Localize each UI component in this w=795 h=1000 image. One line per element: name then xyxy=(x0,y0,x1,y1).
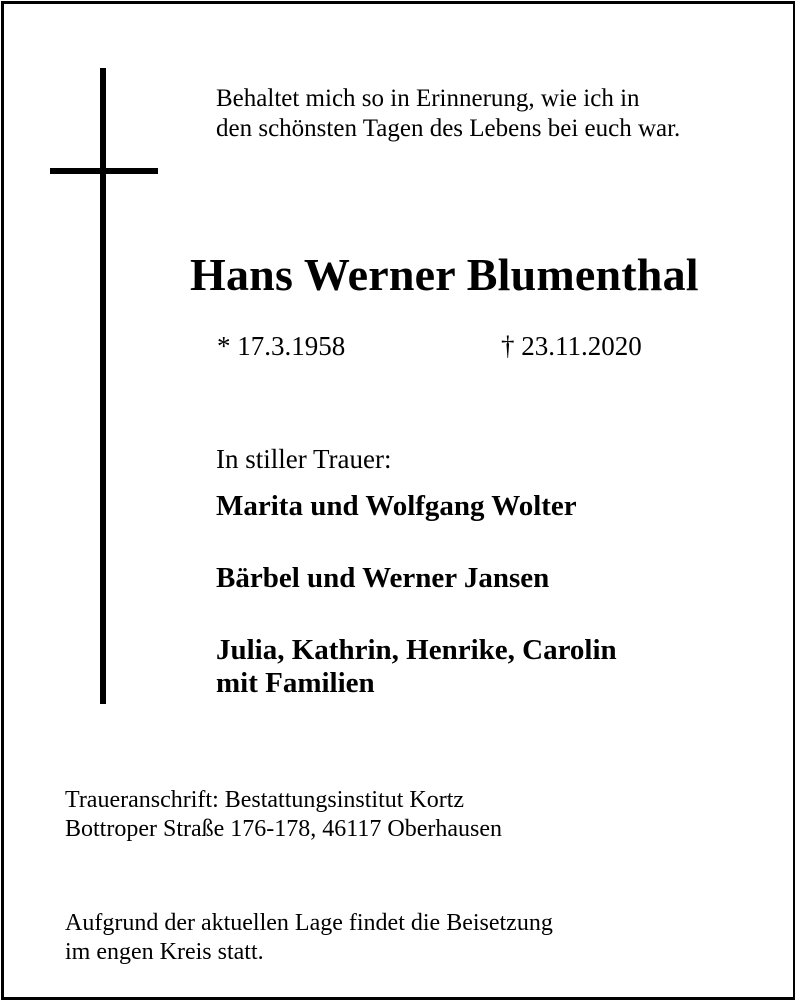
memorial-quote xyxy=(216,84,680,144)
mourner-group-3-line-1: Julia, Kathrin, Henrike, Carolin xyxy=(216,634,617,666)
cross-icon-vertical-bar xyxy=(100,68,106,704)
quote-line-2: den schönsten Tagen des Lebens bei euch war. xyxy=(216,115,681,142)
mourner-group-3 xyxy=(216,634,617,700)
mourner-group-1: Marita und Wolfgang Wolter xyxy=(216,490,577,522)
obituary-frame xyxy=(1,1,795,1000)
mourning-address xyxy=(65,786,502,844)
mourner-group-3-line-2: mit Familien xyxy=(216,667,375,699)
deceased-name: Hans Werner Blumenthal xyxy=(190,249,699,300)
birth-date: * 17.3.1958 xyxy=(217,331,346,361)
address-line-1: Traueranschrift: Bestattungsinstitut Kortz xyxy=(65,787,465,813)
address-line-2: Bottroper Straße 176-178, 46117 Oberhausen xyxy=(65,816,503,842)
quote-line-1: Behaltet mich so in Erinnerung, wie ich in xyxy=(216,85,640,112)
mourner-group-2: Bärbel und Werner Jansen xyxy=(216,562,550,594)
death-date: † 23.11.2020 xyxy=(501,331,642,361)
cross-icon-horizontal-bar xyxy=(50,168,158,174)
notice-line-2: im engen Kreis statt. xyxy=(65,939,264,965)
notice-line-1: Aufgrund der aktuellen Lage findet die Beisetzung xyxy=(65,910,553,936)
burial-notice xyxy=(65,909,553,967)
mourning-label: In stiller Trauer: xyxy=(216,444,392,474)
